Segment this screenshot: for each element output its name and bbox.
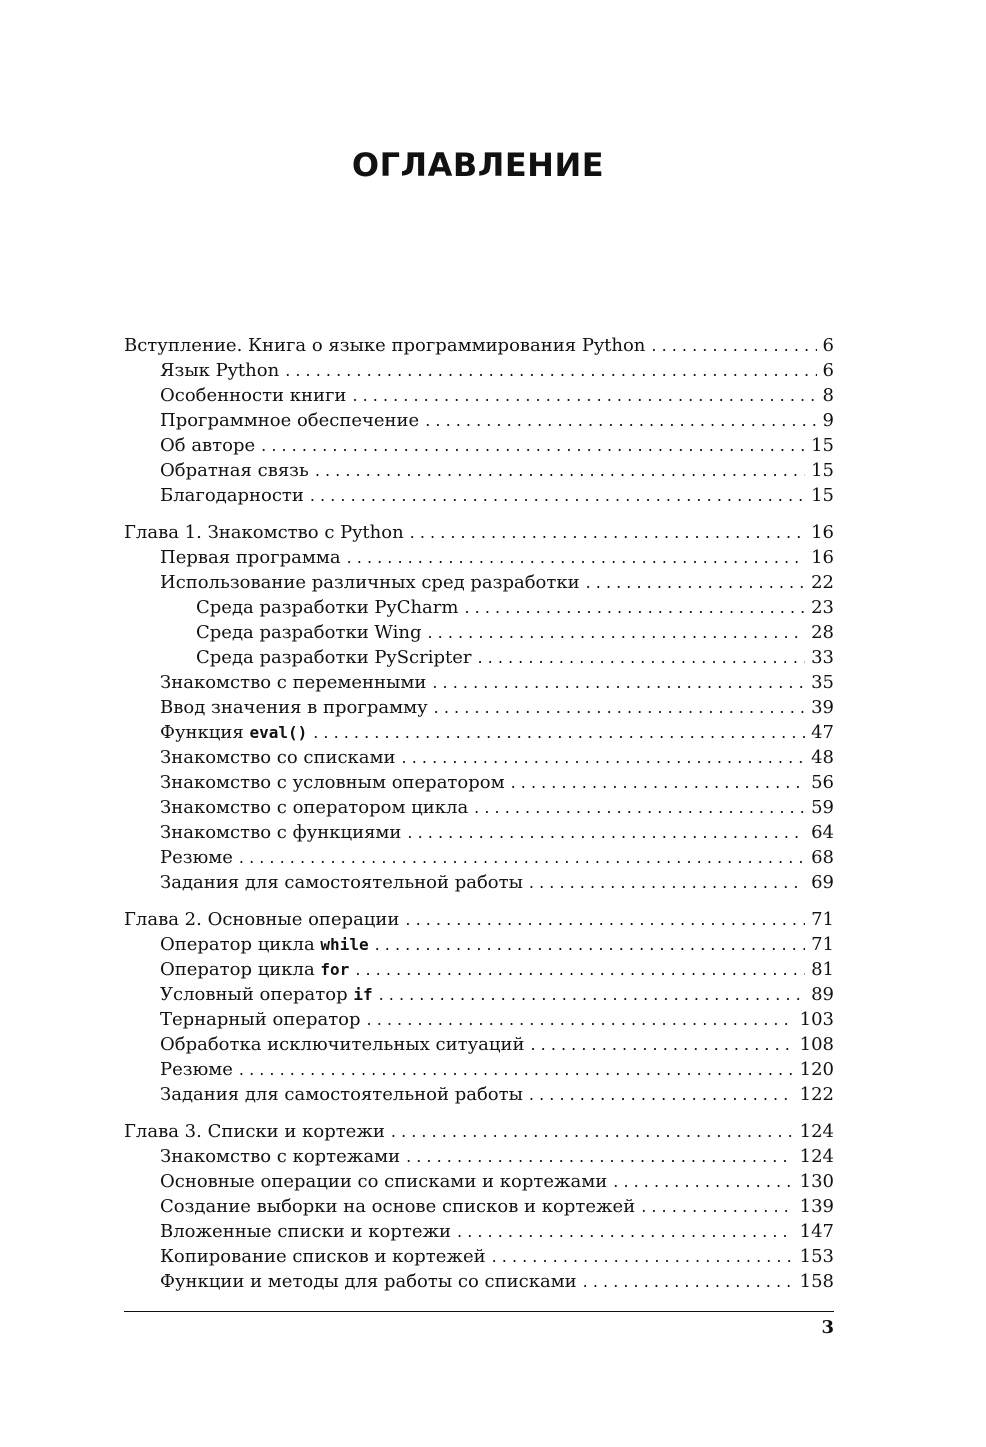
toc-entry[interactable]: [124, 1057, 834, 1082]
toc-entry-title-text: Знакомство с условным оператором: [160, 772, 505, 793]
toc-entry-code: while: [320, 935, 369, 954]
dot-leader: [285, 358, 816, 383]
toc-entry[interactable]: [124, 695, 834, 720]
toc-entry-title-text: Вложенные списки и кортежи: [160, 1221, 452, 1242]
toc-entry-title: [160, 1032, 524, 1057]
toc-entry-page: 22: [811, 572, 834, 593]
table-of-contents: [124, 333, 834, 1306]
toc-entry-page: 16: [811, 522, 834, 543]
toc-entry-title-text: Особенности книги: [160, 385, 347, 406]
toc-entry-page: 47: [811, 722, 834, 743]
toc-entry-title: [160, 545, 341, 570]
toc-entry-title-text: Знакомство с переменными: [160, 672, 427, 693]
dot-leader: [425, 408, 816, 433]
toc-entry-title-text: Знакомство с оператором цикла: [160, 797, 469, 818]
toc-entry-title: [160, 1057, 233, 1082]
dot-leader: [355, 957, 805, 982]
toc-entry-title-text: Первая программа: [160, 547, 341, 568]
dot-leader: [474, 795, 805, 820]
toc-entry-page: 124: [799, 1121, 834, 1142]
toc-entry-title-text: Обработка исключительных ситуаций: [160, 1034, 525, 1055]
toc-chapter-entry[interactable]: [124, 333, 834, 358]
toc-entry-title: [160, 458, 309, 483]
page-title: ОГЛАВЛЕНИЕ: [351, 146, 605, 184]
toc-entry-title: [160, 383, 346, 408]
dot-leader: [379, 982, 806, 1007]
toc-entry-title-text: Глава 1. Знакомство с Python: [124, 522, 404, 543]
toc-entry[interactable]: [124, 458, 834, 483]
toc-entry-page: 130: [799, 1171, 834, 1192]
toc-entry[interactable]: [124, 1082, 834, 1107]
toc-entry[interactable]: [124, 595, 834, 620]
toc-entry-page: 81: [811, 959, 834, 980]
toc-entry[interactable]: [124, 845, 834, 870]
toc-entry[interactable]: [124, 720, 834, 745]
toc-entry[interactable]: [124, 383, 834, 408]
toc-entry[interactable]: [124, 932, 834, 957]
toc-entry-title: [160, 695, 428, 720]
toc-entry[interactable]: [124, 1007, 834, 1032]
toc-entry-title-text: Функция: [160, 722, 250, 743]
toc-entry-title-text: Задания для самостоятельной работы: [160, 1084, 523, 1105]
toc-entry-title-text: Резюме: [160, 847, 233, 868]
toc-entry[interactable]: [124, 1144, 834, 1169]
toc-entry-title-text: Ввод значения в программу: [160, 697, 428, 718]
toc-entry-title-text: Глава 2. Основные операции: [124, 909, 400, 930]
toc-entry-title: [160, 570, 580, 595]
toc-chapter-entry[interactable]: [124, 520, 834, 545]
toc-entry-title-text: Оператор цикла: [160, 959, 321, 980]
toc-entry-page: 89: [811, 984, 834, 1005]
toc-entry-title-text: Резюме: [160, 1059, 233, 1080]
toc-entry-page: 48: [811, 747, 834, 768]
toc-entry-title: [196, 620, 421, 645]
toc-entry-title: [160, 670, 426, 695]
toc-entry-code: eval(): [249, 723, 308, 742]
dot-leader: [239, 1057, 794, 1082]
toc-entry[interactable]: [124, 545, 834, 570]
toc-entry-page: 153: [799, 1246, 834, 1267]
dot-leader: [477, 645, 805, 670]
dot-leader: [367, 1007, 794, 1032]
dot-leader: [641, 1194, 793, 1219]
toc-entry-page: 103: [799, 1009, 834, 1030]
toc-entry[interactable]: [124, 1032, 834, 1057]
toc-entry-title: [124, 520, 404, 545]
toc-chapter-entry[interactable]: [124, 1119, 834, 1144]
dot-leader: [352, 383, 816, 408]
toc-entry-page: 122: [799, 1084, 834, 1105]
toc-entry[interactable]: [124, 1219, 834, 1244]
toc-entry-title-text: Оператор цикла: [160, 934, 321, 955]
toc-entry[interactable]: [124, 358, 834, 383]
toc-entry-title-text: Тернарный оператор: [160, 1009, 361, 1030]
toc-entry-title-text: Язык Python: [160, 360, 280, 381]
toc-entry-page: 6: [822, 360, 834, 381]
dot-leader: [405, 907, 805, 932]
dot-leader: [457, 1219, 794, 1244]
toc-entry-title-text: Среда разработки PyScripter: [196, 647, 472, 668]
dot-leader: [613, 1169, 793, 1194]
toc-entry-title: [124, 907, 399, 932]
dot-leader: [464, 595, 805, 620]
toc-entry-title-text: Благодарности: [160, 485, 304, 506]
toc-entry-page: 35: [811, 672, 834, 693]
toc-entry-title: [160, 957, 349, 982]
toc-entry-page: 33: [811, 647, 834, 668]
dot-leader: [391, 1119, 794, 1144]
toc-entry-title: [124, 333, 645, 358]
toc-entry-title-text: Среда разработки PyCharm: [196, 597, 459, 618]
dot-leader: [410, 520, 805, 545]
dot-leader: [427, 620, 805, 645]
dot-leader: [511, 770, 806, 795]
toc-entry-title-text: Знакомство со списками: [160, 747, 396, 768]
toc-entry-title: [160, 358, 279, 383]
toc-entry-title: [160, 982, 373, 1007]
dot-leader: [239, 845, 805, 870]
toc-entry-page: 15: [811, 485, 834, 506]
dot-leader: [347, 545, 806, 570]
toc-entry-title: [160, 870, 523, 895]
toc-entry-title: [160, 1082, 523, 1107]
toc-entry-title-text: Копирование списков и кортежей: [160, 1246, 486, 1267]
dot-leader: [651, 333, 816, 358]
toc-entry-title-text: Функции и методы для работы со списками: [160, 1271, 577, 1292]
toc-entry[interactable]: [124, 1169, 834, 1194]
dot-leader: [432, 670, 805, 695]
toc-entry-page: 120: [799, 1059, 834, 1080]
toc-chapter-entry[interactable]: [124, 907, 834, 932]
dot-leader: [375, 932, 806, 957]
dot-leader: [583, 1269, 794, 1294]
dot-leader: [586, 570, 805, 595]
toc-entry-page: 59: [811, 797, 834, 818]
toc-entry-page: 16: [811, 547, 834, 568]
toc-entry-title: [124, 1119, 385, 1144]
toc-entry-page: 8: [822, 385, 834, 406]
toc-entry[interactable]: [124, 645, 834, 670]
dot-leader: [310, 483, 805, 508]
dot-leader: [530, 1032, 793, 1057]
dot-leader: [402, 745, 806, 770]
toc-entry-title-text: Знакомство с кортежами: [160, 1146, 401, 1167]
dot-leader: [529, 870, 805, 895]
toc-entry[interactable]: [124, 982, 834, 1007]
toc-entry[interactable]: [124, 570, 834, 595]
toc-entry-title: [160, 1219, 451, 1244]
dot-leader: [529, 1082, 794, 1107]
footer-divider: [124, 1311, 834, 1312]
toc-entry-title-text: Задания для самостоятельной работы: [160, 872, 523, 893]
toc-entry-title-text: Основные операции со списками и кортежами: [160, 1171, 608, 1192]
toc-entry-title: [160, 1144, 400, 1169]
toc-entry[interactable]: [124, 870, 834, 895]
toc-entry-code: for: [320, 960, 350, 979]
toc-entry-page: 108: [799, 1034, 834, 1055]
toc-entry-title: [160, 795, 468, 820]
toc-entry-title-text: Создание выборки на основе списков и кортежей: [160, 1196, 636, 1217]
toc-entry-title: [160, 720, 307, 745]
toc-entry-title: [196, 595, 458, 620]
toc-entry[interactable]: [124, 408, 834, 433]
toc-entry[interactable]: [124, 1194, 834, 1219]
toc-entry-title: [160, 845, 233, 870]
toc-entry[interactable]: [124, 820, 834, 845]
toc-entry-title-text: Знакомство с функциями: [160, 822, 402, 843]
toc-entry-title: [160, 1269, 577, 1294]
toc-entry-title: [160, 433, 255, 458]
dot-leader: [434, 695, 805, 720]
toc-entry-title: [160, 745, 396, 770]
toc-section: [124, 1119, 834, 1294]
toc-entry-title: [160, 1169, 607, 1194]
toc-entry[interactable]: [124, 433, 834, 458]
toc-entry-page: 69: [811, 872, 834, 893]
toc-entry-title-text: Среда разработки Wing: [196, 622, 422, 643]
toc-entry-page: 23: [811, 597, 834, 618]
toc-entry-page: 139: [799, 1196, 834, 1217]
toc-entry-title-text: Об авторе: [160, 435, 256, 456]
toc-entry-page: 158: [799, 1271, 834, 1292]
toc-entry[interactable]: [124, 1244, 834, 1269]
toc-entry-title: [160, 820, 401, 845]
toc-entry[interactable]: [124, 957, 834, 982]
toc-entry-page: 147: [799, 1221, 834, 1242]
toc-entry-title-text: Глава 3. Списки и кортежи: [124, 1121, 385, 1142]
toc-entry[interactable]: [124, 1269, 834, 1294]
dot-leader: [315, 458, 805, 483]
dot-leader: [492, 1244, 794, 1269]
toc-entry-title: [160, 770, 505, 795]
toc-entry-page: 56: [811, 772, 834, 793]
toc-entry-title: [160, 483, 304, 508]
toc-entry-page: 28: [811, 622, 834, 643]
toc-entry[interactable]: [124, 770, 834, 795]
toc-entry-title: [160, 1007, 361, 1032]
toc-entry-page: 68: [811, 847, 834, 868]
toc-entry-title: [160, 1194, 635, 1219]
toc-entry-page: 71: [811, 934, 834, 955]
toc-entry-page: 15: [811, 435, 834, 456]
toc-entry-title: [160, 1244, 486, 1269]
toc-entry-page: 6: [822, 335, 834, 356]
toc-entry-page: 9: [822, 410, 834, 431]
toc-section: [124, 907, 834, 1107]
toc-entry[interactable]: [124, 745, 834, 770]
toc-entry-page: 39: [811, 697, 834, 718]
toc-entry[interactable]: [124, 483, 834, 508]
toc-entry[interactable]: [124, 670, 834, 695]
toc-entry-page: 124: [799, 1146, 834, 1167]
toc-entry-page: 64: [811, 822, 834, 843]
toc-entry[interactable]: [124, 620, 834, 645]
toc-entry-page: 15: [811, 460, 834, 481]
toc-entry-title-text: Вступление. Книга о языке программирования Python: [124, 335, 646, 356]
toc-entry-title-text: Программное обеспечение: [160, 410, 420, 431]
toc-entry-title: [160, 932, 369, 957]
toc-section: [124, 520, 834, 895]
toc-entry[interactable]: [124, 795, 834, 820]
page-number: 3: [821, 1317, 834, 1338]
dot-leader: [313, 720, 805, 745]
toc-section: [124, 333, 834, 508]
toc-entry-title-text: Обратная связь: [160, 460, 309, 481]
toc-entry-code: if: [353, 985, 373, 1004]
dot-leader: [406, 1144, 794, 1169]
toc-entry-page: 71: [811, 909, 834, 930]
toc-entry-title: [196, 645, 471, 670]
toc-entry-title-text: Использование различных сред разработки: [160, 572, 580, 593]
toc-entry-title-text: Условный оператор: [160, 984, 354, 1005]
toc-entry-title: [160, 408, 419, 433]
dot-leader: [261, 433, 805, 458]
dot-leader: [407, 820, 805, 845]
